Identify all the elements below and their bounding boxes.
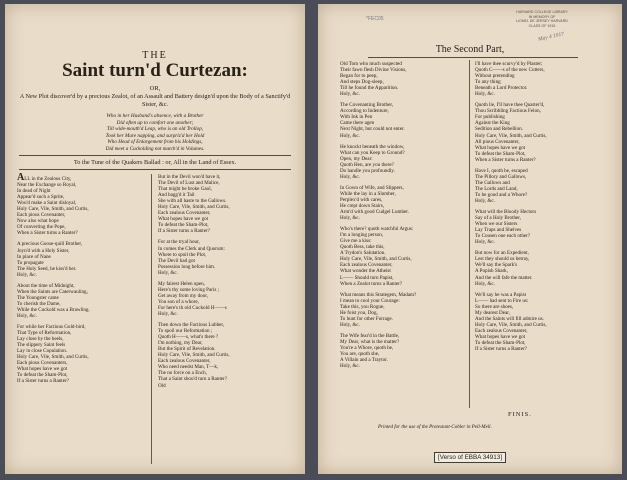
verse-line: What means this Strategem, Madam? [340,291,417,298]
verse-line: Possession long before him. [158,263,216,270]
verse-line: Without pretending [475,73,515,80]
verse-line: Lay Traps and Shelves [475,227,522,234]
intro-line: Did often up to comfort one another; [116,119,194,126]
verse-line: Holy, &c. [158,269,178,276]
verse-line: That a Saint shou'd turn a Ranter? [158,376,228,383]
intro-line: Who in her Husband's absence, with a Brother [106,113,204,119]
finis-mark: FINIS. [508,411,532,418]
verse-line: So there are shoes, [475,303,514,310]
verse-line: Holy Care, Vile, Smith, and Curtis, [17,354,89,361]
verse-line: You're a Whore, quoth he, [340,344,394,351]
verse-line: And the Saints will fill admire us. [475,315,544,322]
verse-line: And bagg'd it Tail [158,192,195,199]
verse-line: Quoth H——s, what's there ? [158,334,219,341]
verse-line: Each zealous Covenanter, [340,262,393,269]
verse-line: Holy Care, Vile, Smith, and Curtis, [158,204,230,211]
verse-line: To defeat the Sham-Plot, [475,150,526,157]
verse-line: Do handle you profoundly. [340,167,395,174]
verse-line: For at the tryal hour, [158,239,200,246]
verse-line: L—— Should turn Papist, [340,274,394,281]
verse-line: Till he found the Apparition. [340,85,399,92]
verse-line: Take this, you Rogue, [340,303,385,310]
verse-line: Thou Scribbling Factious Felon, [475,108,541,115]
verse-line: We'll say the Spark's [475,262,518,269]
verse-line: To be good and a Whore? [475,191,528,198]
stamp-line: HARVARD COLLEGE LIBRARY [516,10,568,14]
verse-line: Old [158,382,166,389]
verse-line: My dearest Dear, [475,309,511,316]
verse-line: What hopes have we got [475,144,526,151]
verse-line: Holy Care, Vile, Smith, and Curtis, [158,352,230,359]
verse-line: Say of a Holy Brother, [475,215,522,222]
verse-line: To propagate [17,259,44,266]
verse-line: Give me a kiss: [340,238,372,245]
verse-line: I'm nothing, my Dear, [158,340,203,347]
verse-line: The Pillory and Gallows, [475,173,527,180]
verse-line: Holy, &c. [17,312,37,319]
verse-line: You son of a whore, [158,298,199,305]
verse-line: To any thing [475,79,501,86]
stamp-line: CLASS OF 1915 [528,23,556,28]
verse-line: Arm'd with good Cudgel Lumber. [340,209,409,216]
verse-line: Holy Care, Vile, Smith, and Curtis, [17,206,89,213]
verse-line: Wou'd make a Saint disloyal, [17,200,77,207]
verse-line: Came there agen [340,120,375,127]
verse-line: A precious Goose-quill Brother, [17,241,83,248]
verse-line: If a Sister turns a Ranter? [475,346,527,353]
verse-line: The Devil of Lust and Malice, [158,180,220,187]
verse-line: He crept down Stairs, [340,202,385,209]
verse-line: Next Night, but could not enter. [340,126,405,133]
handwritten-date: May 4 1917 [537,31,565,43]
verse-line: The no force on a Ench, [158,370,207,377]
verse-line: With Ink in Pen [340,114,373,121]
verse-line: And steps Dog-sleep, [340,79,384,86]
verse-line: To hunt for other Forrage. [340,315,393,322]
verse-line: And the will fafe the matter. [475,274,533,281]
stamp-line: IN MEMORY OF [528,14,556,19]
verse-line: What hopes have we got [158,216,209,223]
verse-line: You are, quoth she, [340,351,380,358]
title-or: OR, [149,85,161,92]
verse-line: Open, my Dear: [340,155,373,162]
verse-line: I'm a longing person, [340,232,384,239]
verse-line: Each pious Covenanter, [17,212,66,219]
title-the: THE [142,50,168,61]
verse-line: Holy, &c. [475,280,495,287]
verse-line: The Lords and Land, [475,185,518,192]
verse-line: For here's th old Cuckold H——s [158,304,227,311]
verse-line: Perplex'd with cares, [340,196,383,203]
column-separator [151,174,152,464]
verse-line: Holy Care, Vile, Smith, and Curtis, [475,321,547,328]
verse-line: Lest they should us betray, [475,256,530,263]
verso-caption: [Verso of EBBA 34913] [434,452,506,463]
accession-number: *FEC05 [366,16,384,22]
verse-line: Against the King [475,120,510,127]
verse-line: Sedition and Rebellion. [475,126,523,133]
verse-line: A Villain and a Traytor. [340,357,388,364]
verse-line: The Wife fear'd in the Battle, [340,332,400,339]
verse-line: Their fawn flesh Divine Visions, [340,67,407,74]
drop-cap: A [17,172,25,183]
verse-line: Each pious Covenanters, [17,360,68,367]
verse-line: Quoth Bess, take this, [340,244,385,251]
verse-line: Holy, &c. [340,173,360,180]
verse-line: Have I, quoth he, escaped [475,167,528,174]
verse-column-right [475,61,547,352]
intro-line: Till wide-mouth'd Leap, who is an old Trollop, [106,126,204,133]
ballad-subtitle: A New Plot discover'd by a precious Zealot, of an Assault and Battery design'd upon the Body of a Sanctify'd Sister, &c. [19,93,291,108]
verse-line: Holy, &c. [475,91,495,98]
verse-line: That might be broke Gaol, [158,186,212,193]
verse-line: Who need needst Man, T—k, [158,364,219,371]
stamp-line: LIONEL DE JERSEY HARVARD [516,19,568,24]
verse-line: My fairest Helen open, [158,280,205,287]
verse-line: To spoil our Reformation ; [158,328,213,335]
verse-line: When a Sister turns a Ranter? [475,156,536,163]
verse-line: Quoth C——s of the new Cutters, [475,67,545,74]
divider-rule [19,169,291,170]
verse-line: In Gown of Wife, and Slippers, [340,184,404,191]
verse-line: While the lay in a Slumber, [340,190,396,197]
divider-rule [368,57,578,58]
tune-line: To the Tune of the Quakers Ballad : or, All in the Land of Essex. [73,159,237,166]
verse-line: Holy, &c. [158,310,178,317]
broadside-verso-page [318,4,622,474]
verse-line: That Type of Reformation, [17,330,72,337]
imprint-line: Printed for the use of the Protestant-Cobler in Pell-Mell. [378,425,492,430]
verse-line: When we our Sisters [475,221,518,228]
divider-rule [19,155,291,156]
verse-line: But in the Devil won'd have it, [158,174,221,180]
verse-line: The Holy Seed, he kiss'd her. [17,265,77,272]
verse-line: Get away from my door, [158,292,209,299]
verse-line: What hopes have we got [17,366,68,373]
verse-line: About the time of Midnight, [17,282,75,289]
verse-line: To defeat the Sham-Plot, [158,222,209,229]
verse-line: Who's there? quoth watchful Argus: [340,226,414,233]
verse-line: In place of Nane [17,253,51,260]
verse-line: She with all haste to the Gallows. [158,198,227,205]
verse-line: If a Sister turns a Ranter? [158,228,210,235]
verse-line: Here's thy some loving Paris ; [158,286,220,293]
verse-line: A Popish Shark, [475,268,508,275]
library-stamp [498,10,586,28]
verse-line: Now also what hope [17,218,59,225]
verse-line: All pious Covenanter, [475,138,520,145]
verse-line: What will the Bloody Hectors [475,209,537,216]
verse-line: Then down the Factious Lubber, [158,322,225,329]
verse-line: But now for an Expedient, [475,250,529,257]
verse-line: To defeat the Sham-Plot, [475,339,526,346]
verse-line: Quoth lie, I'll have thee Quarter'd, [475,102,545,109]
verse-line: He foist you, Dog, [340,309,378,316]
verse-line: Each zealous Covenanter, [475,327,528,334]
verse-line: Each zealous Covenanter, [158,358,211,365]
verse-column-left [340,61,416,369]
verse-line: Joyn'd with a Holy Sister, [17,247,70,254]
intro-line: Who Head of Enlargement from his Holdings, [107,139,203,146]
verse-line: To cherish the Dame, [17,300,61,307]
verse-line: Beneath a Lord Protector. [475,85,528,92]
verse-line: What wonder the Atheist [340,268,391,275]
verse-line: A Trydon's Salutation. [340,250,386,257]
verse-line: According to Indenture, [340,108,389,115]
verse-line: Appear'd such a Sprite, [17,194,65,201]
verse-line: L—— had sent to Fire us: [475,297,529,304]
verse-line: Where to spoil the Plot, [158,251,207,258]
verse-line: But the Spirit of Revelation. [158,346,216,353]
verse-line: What hopes have we got [475,333,526,340]
broadside-recto-page [5,4,305,474]
intro-verse [45,113,265,153]
verse-line: The Devil had got [158,257,195,264]
verse-line: When a Sister turns a Ranter? [17,230,78,237]
verse-line: To Cousen one each other? [475,233,531,240]
verse-line: While the Cuckold was a Brawling. [17,306,90,313]
verse-line: The Gallows and [475,179,510,186]
verse-line: If a Sister turns a Ranter? [17,378,69,385]
verse-line: ALL in the Zealous City, [17,172,72,183]
verse-line: Holy, &c. [340,215,360,222]
verse-line: Holy, &c. [340,363,360,370]
verse-line: Of converting the Pope, [17,224,66,231]
verse-line: The slippery Saint feels [17,342,66,349]
verse-line: To defeat the Sham-Plot, [17,372,68,379]
verse-line: He knockt beneath the window, [340,143,405,150]
verse-column-left [17,174,90,385]
ballad-title: Saint turn'd Curtezan: [62,60,248,81]
verse-line: What can you Keep to Ground? [340,149,405,156]
verse-line: Near the Exchange so Royal, [17,182,77,189]
verse-line: Quoth Hen, are you there? [340,161,394,168]
verse-line: When the Saints are Caterwauling, [17,288,88,295]
verse-column-right [158,174,230,389]
verse-line: Holy, &c. [475,239,495,246]
verse-line: My Dear, what is the matter? [340,338,400,345]
verse-line: Holy, &c. [340,132,360,139]
verse-line: Lay close by the heels, [17,336,64,343]
verse-line: Holy Care, Vile, Smith, and Curtis, [475,132,547,139]
verse-line: The Covenanting Brother, [340,102,394,109]
verse-line: I mean to cool your Courage: [340,297,400,304]
verse-line: Holy Care, Vile, Smith, and Curtis, [340,256,412,263]
verse-line: When a Zealot turns a Ranter? [340,280,403,287]
verse-line: Lay in close Copulation. [17,348,68,355]
verse-line: Holy, &c. [17,271,37,278]
verse-line: Began for to peep, [340,73,378,80]
verse-line: For while her Factious Gold-bird, [17,324,86,331]
part-title: The Second Part, [435,44,505,55]
column-separator [469,60,470,408]
verse-line: I'll have thee scurvy'd by Plaster; [475,61,543,67]
intro-line: Did meet a Cuckolding not match'd in Volumes. [105,145,205,152]
verse-line: The Youngster came [17,294,59,301]
verse-line: In dead of Night [17,188,51,195]
verse-line: Old Tom who much suspected [340,61,402,67]
verse-line: We'll say he was a Papist [475,291,527,298]
verse-line: Each zealous Covenanter, [158,210,211,217]
verse-line: Holy, &c. [340,91,360,98]
verse-line: For publishing [475,114,505,121]
verse-line: In comes the Clerk and Quorum: [158,245,225,252]
verse-line: Holy, &c. [475,197,495,204]
verse-line: Holy, &c. [340,321,360,328]
intro-line: Took her Mare napping, and surpriz'd her Hold [105,132,205,139]
